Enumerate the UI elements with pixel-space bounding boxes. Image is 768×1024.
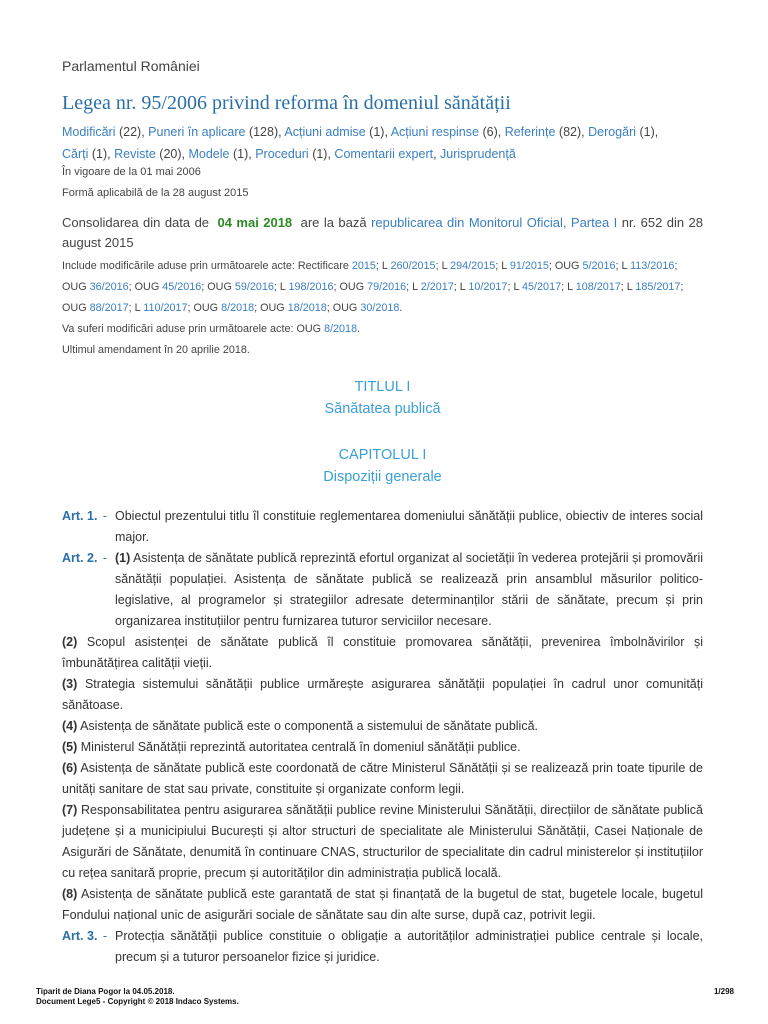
act-link[interactable]: 113/2016 xyxy=(630,260,675,272)
chapter-name: Dispoziții generale xyxy=(323,469,442,485)
issuer: Parlamentul României xyxy=(62,58,200,74)
page-footer xyxy=(36,987,734,1007)
link-proceduri[interactable]: Proceduri xyxy=(255,146,309,161)
paragraph: (1) Asistența de sănătate publică reprezintă efortul organizat al societății în vederea protejării și promovării sănătății populației. Asistența de sănătate publică se realizează prin ansamblul măsurilor politico-legislative, al programelor și strategiilor adresate determinanților stării de sănătate, precum și prin organizarea instituțiilor pentru furnizarea tuturor serviciilor necesare. xyxy=(115,551,703,628)
act-link[interactable]: 2/2017 xyxy=(420,281,454,293)
future-act-link[interactable]: 8/2018 xyxy=(324,323,358,335)
link-comentarii-expert[interactable]: Comentarii expert xyxy=(334,146,434,161)
link-derogari[interactable]: Derogări xyxy=(588,125,637,139)
act-link[interactable]: 110/2017 xyxy=(143,302,188,314)
act-link[interactable]: 59/2016 xyxy=(234,281,274,293)
page-number: 1/298 xyxy=(713,987,734,996)
act-link[interactable]: 45/2017 xyxy=(522,281,562,293)
future-modifications: Va suferi modificări aduse prin următoarele acte: OUG 8/2018. xyxy=(62,323,361,335)
paragraph: (7) Responsabilitatea pentru asigurarea sănătății publice revine Ministerului Sănătății, direcțiilor de sănătate publică județene și a municipiului București și altor structuri de specialitate ale Ministerului Sănătății, Casei Naționale de Asigurări de Sănătate, denumită în continuare CNAS, structurilor de specialitate din cadrul ministerelor și instituțiilor cu rețea sanitară proprie, precum și autorităților din administrația publică locală. xyxy=(62,803,703,880)
link-puneri-in-aplicare[interactable]: Puneri în aplicare xyxy=(148,125,246,139)
act-link[interactable]: 79/2016 xyxy=(367,281,407,293)
title-name: Sănătatea publică xyxy=(324,401,441,417)
link-modele[interactable]: Modele xyxy=(188,146,230,161)
act-link[interactable]: 88/2017 xyxy=(89,302,129,314)
act-link[interactable]: 36/2016 xyxy=(89,281,129,293)
act-link[interactable]: 18/2018 xyxy=(287,302,327,314)
paragraph: (3) Strategia sistemului sănătății publice urmărește asigurarea sănătății populației în cadrul unor comunități sănătoase. xyxy=(62,677,703,712)
act-link[interactable]: 30/2018 xyxy=(360,302,400,314)
article-3: Art. 3. - Protecția sănătății publice constituie o obligație a autorităților administrației publice centrale și locale, precum și a tuturor persoanelor fizice și juridice. xyxy=(62,926,703,968)
act-link[interactable]: 108/2017 xyxy=(575,281,621,293)
act-link[interactable]: 8/2018 xyxy=(221,302,255,314)
act-link[interactable]: 198/2016 xyxy=(288,281,334,293)
act-link[interactable]: 185/2017 xyxy=(635,281,681,293)
link-actiuni-admise[interactable]: Acțiuni admise xyxy=(284,125,366,139)
link-referinte[interactable]: Referințe xyxy=(504,125,556,139)
applicable-form: Formă aplicabilă de la 28 august 2015 xyxy=(62,187,249,199)
paragraph: (2) Scopul asistenței de sănătate publică îl constituie promovarea sănătății, prevenirea îmbolnăvirilor și îmbunătățirea calității vieții. xyxy=(62,635,703,670)
act-link[interactable]: 294/2015 xyxy=(450,260,496,272)
in-force-date: În vigoare de la 01 mai 2006 xyxy=(62,166,201,178)
article-label: Art. 3. xyxy=(62,929,98,943)
consolidation-date: 04 mai 2018 xyxy=(217,215,293,230)
modification-acts: Rectificare 2015; L 260/2015; L 294/2015; L 91/2015; OUG 5/2016; L 113/2016; OUG 36/2016; OUG 45/2016; OUG 59/2016; L 198/2016; OUG 79/2016; L 2/2017; L 10/2017; L 45/2017; L 108/2017; L 185/2017; OUG 88/2017; L 110/2017; OUG 8/2018; OUG 18/2018; OUG 30/2018. xyxy=(62,260,684,314)
act-link[interactable]: 260/2015 xyxy=(390,260,436,272)
chapter-label: CAPITOLUL I xyxy=(338,447,427,463)
link-modificari[interactable]: Modificări xyxy=(62,125,116,139)
related-links: Modificări (22), Puneri în aplicare (128), Acțiuni admise (1), Acțiuni respinse (6), Referințe (82), Derogări (1), Cărți (1), Reviste (20), Modele (1), Proceduri (1), Comentarii expert, Jurisprudență xyxy=(62,125,659,161)
article-1: Art. 1. - Obiectul prezentului titlu îl constituie reglementarea domeniului sănătății publice, obiectiv de interes social major. xyxy=(62,506,703,548)
act-link[interactable]: 91/2015 xyxy=(509,260,549,272)
paragraph: (6) Asistența de sănătate publică este coordonată de către Ministerul Sănătății și se realizează prin toate tipurile de unități sanitare de stat sau private, constituite și organizate conform legii. xyxy=(62,761,703,796)
act-link[interactable]: 5/2016 xyxy=(582,260,616,272)
copyright: Document Lege5 - Copyright © 2018 Indaco Systems. xyxy=(36,997,239,1006)
paragraph: (8) Asistența de sănătate publică este garantată de stat și finanțată de la bugetul de stat, bugetele locale, bugetul Fondului național unic de asigurări sociale de sănătate sau din alte surse, după caz, potrivit legii. xyxy=(62,887,703,922)
articles xyxy=(62,506,703,968)
link-reviste[interactable]: Reviste xyxy=(114,146,156,161)
link-actiuni-respinse[interactable]: Acțiuni respinse xyxy=(390,125,479,139)
act-link[interactable]: 10/2017 xyxy=(468,281,508,293)
paragraph: (4) Asistența de sănătate publică este o componentă a sistemului de sănătate publică. xyxy=(62,719,539,733)
article-2: Art. 2. - (1) Asistența de sănătate publică reprezintă efortul organizat al societății în vederea protejării și promovării sănătății populației. Asistența de sănătate publică se realizează prin ansamblul măsurilor politico-legislative, al programelor și strategiilor adresate determinanților stării de sănătate, precum și prin organizarea instituțiilor pentru furnizarea tuturor serviciilor necesare. xyxy=(62,548,703,632)
article-label: Art. 2. xyxy=(62,551,98,565)
article-label: Art. 1. xyxy=(62,509,98,523)
included-modifications: Include modificările aduse prin următoarele acte: Rectificare 2015; L 260/2015; L 294/2015; L 91/2015; OUG 5/2016; L 113/2016; OUG 36/2016; OUG 45/2016; OUG 59/2016; L 198/2016; OUG 79/2016; L 2/2017; L 10/2017; L 45/2017; L 108/2017; L 185/2017; OUG 88/2017; L 110/2017; OUG 8/2018; OUG 18/2018; OUG 30/2018. Va suferi modificări aduse prin următoarele acte: OUG 8/2018. Ultimul amendament în 20 aprilie 2018. xyxy=(62,260,684,356)
republication-link[interactable]: republicarea din Monitorul Oficial, Partea I xyxy=(371,215,618,230)
law-title: Legea nr. 95/2006 privind reforma în domeniul sănătății xyxy=(62,92,511,114)
article-text: Protecția sănătății publice constituie o obligație a autorităților administrației publice centrale și locale, precum și a tuturor persoanelor fizice și juridice. xyxy=(115,929,703,964)
title-label: TITLUL I xyxy=(354,379,411,395)
act-link[interactable]: 45/2016 xyxy=(162,281,202,293)
link-carti[interactable]: Cărți xyxy=(62,146,89,161)
printed-by: Tiparit de Diana Pogor la 04.05.2018. xyxy=(36,987,175,996)
consolidation-note: Consolidarea din data de 04 mai 2018 are la bază republicarea din Monitorul Oficial, Partea I nr. 652 din 28 august 2015 xyxy=(62,215,703,250)
last-amendment: Ultimul amendament în 20 aprilie 2018. xyxy=(62,344,250,356)
link-jurisprudenta[interactable]: Jurisprudență xyxy=(440,146,516,161)
article-text: Obiectul prezentului titlu îl constituie reglementarea domeniului sănătății publice, obiectiv de interes social major. xyxy=(115,509,703,544)
act-link[interactable]: 2015 xyxy=(351,260,376,272)
paragraph: (5) Ministerul Sănătății reprezintă autoritatea centrală în domeniul sănătății publice. xyxy=(62,740,521,754)
